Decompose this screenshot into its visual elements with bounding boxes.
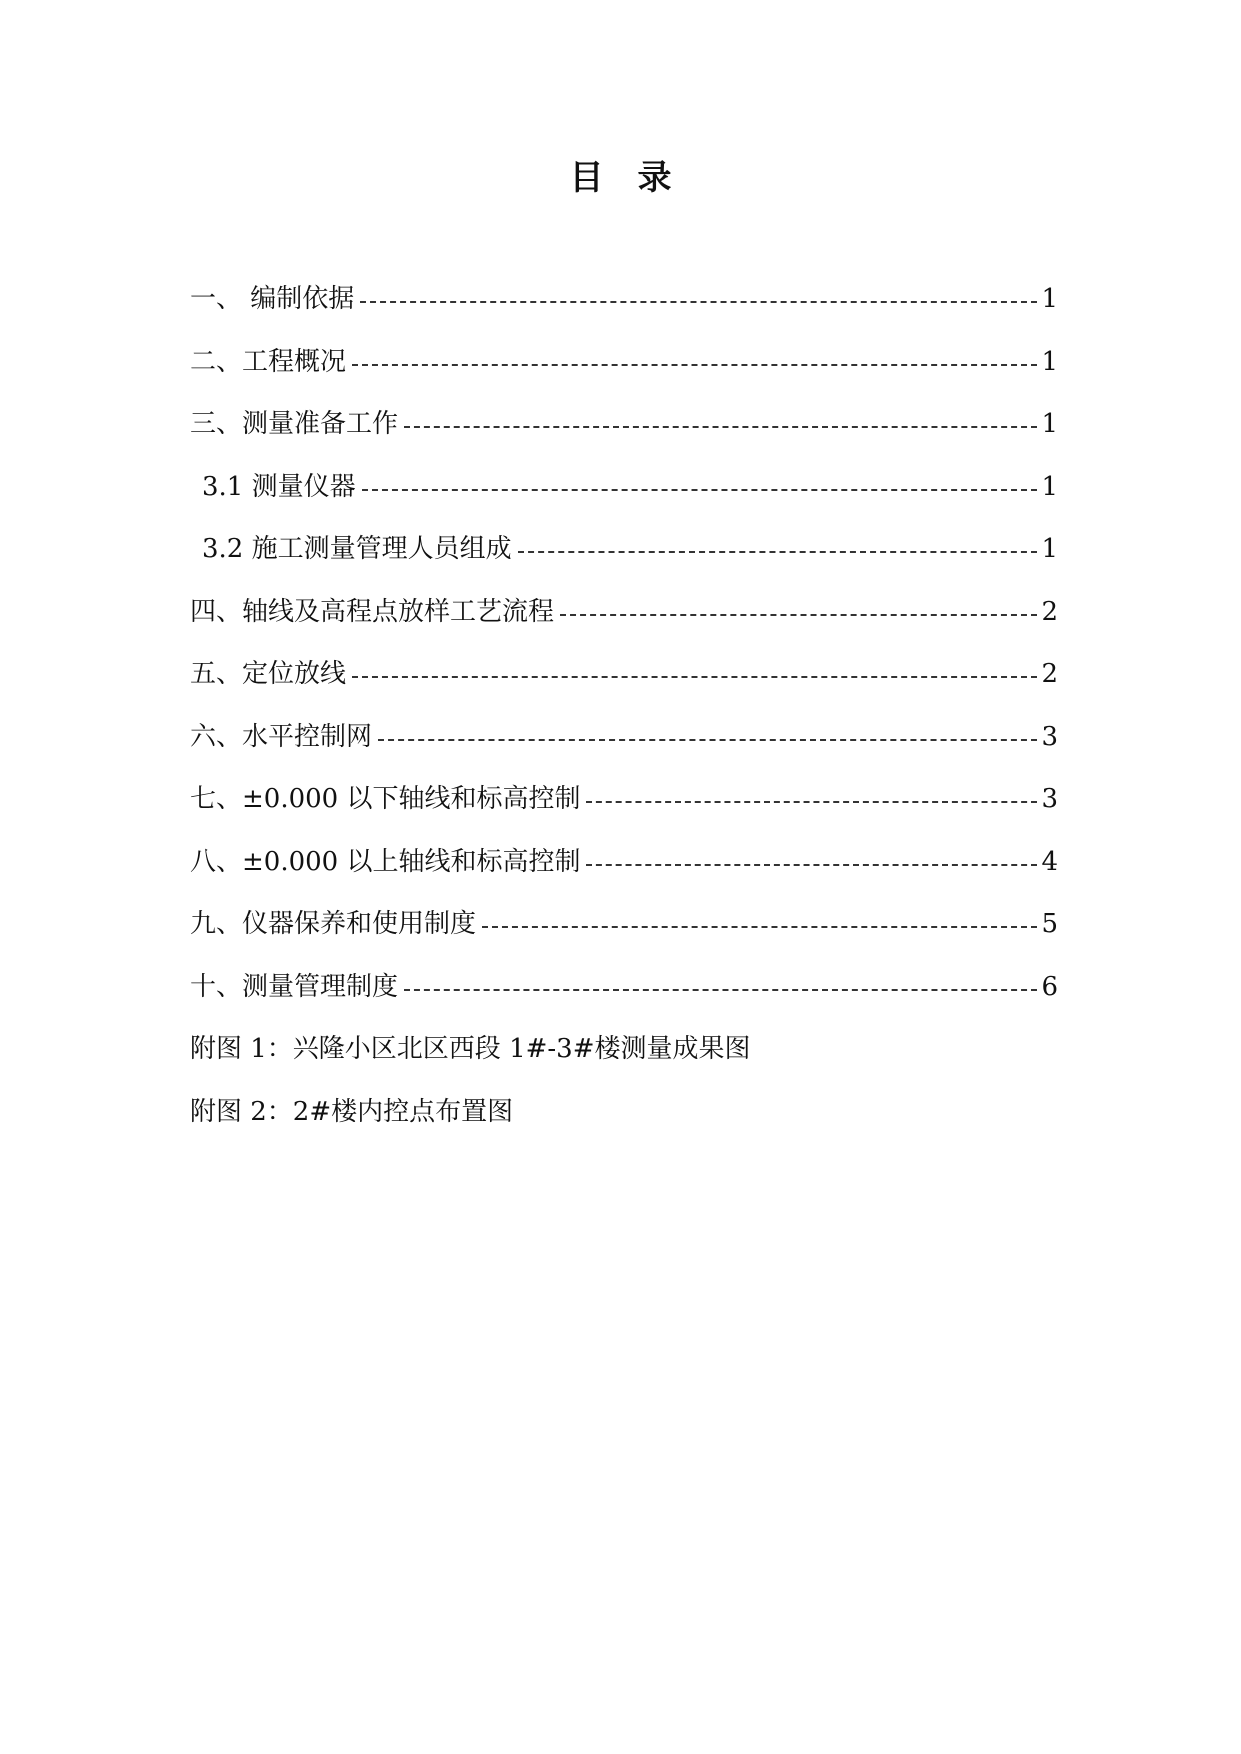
toc-entry (190, 893, 1058, 956)
toc-entry-page: 2 (1041, 596, 1058, 627)
toc-appendix (190, 1018, 1058, 1081)
toc-leader-dashes (586, 862, 1037, 866)
table-of-contents (190, 268, 1058, 1143)
toc-leader-dashes (586, 799, 1037, 803)
toc-entry-label: 七、±0.000 以下轴线和标高控制 (190, 784, 581, 815)
toc-entry (190, 831, 1058, 894)
toc-entry-label: 3.2 施工测量管理人员组成 (202, 534, 512, 565)
toc-leader-dashes (362, 487, 1038, 491)
toc-subentry (190, 518, 1058, 581)
toc-entry-label: 二、工程概况 (190, 346, 347, 377)
toc-entry-label: 六、水平控制网 (190, 721, 373, 752)
toc-leader-dashes (360, 299, 1037, 303)
toc-entry-label: 十、测量管理制度 (190, 971, 399, 1002)
toc-entry-page: 2 (1041, 659, 1058, 690)
toc-entry (190, 393, 1058, 456)
toc-leader-dashes (352, 362, 1037, 366)
toc-entry-page: 1 (1041, 471, 1058, 502)
toc-entry-label: 3.1 测量仪器 (202, 471, 356, 502)
toc-subentry (190, 456, 1058, 519)
toc-entry (190, 643, 1058, 706)
appendix-label: 附图 1：兴隆小区北区西段 1#-3#楼测量成果图 (190, 1034, 751, 1065)
toc-entry-label: 五、定位放线 (190, 659, 347, 690)
toc-entry (190, 956, 1058, 1019)
toc-entry-page: 5 (1041, 909, 1058, 940)
toc-entry-page: 1 (1041, 284, 1058, 315)
toc-leader-dashes (518, 549, 1038, 553)
toc-entry (190, 331, 1058, 394)
toc-entry-page: 1 (1041, 409, 1058, 440)
toc-entry-page: 1 (1041, 534, 1058, 565)
toc-entry (190, 706, 1058, 769)
toc-entry-page: 3 (1041, 784, 1058, 815)
toc-entry-label: 八、±0.000 以上轴线和标高控制 (190, 846, 581, 877)
toc-leader-dashes (378, 737, 1037, 741)
toc-entry-page: 3 (1041, 721, 1058, 752)
toc-entry-page: 6 (1041, 971, 1058, 1002)
toc-entry-label: 四、轴线及高程点放样工艺流程 (190, 596, 555, 627)
toc-leader-dashes (482, 924, 1037, 928)
toc-leader-dashes (352, 674, 1037, 678)
toc-appendix (190, 1081, 1058, 1144)
toc-entry-page: 4 (1041, 846, 1058, 877)
toc-entry-page: 1 (1041, 346, 1058, 377)
toc-entry (190, 768, 1058, 831)
toc-entry (190, 268, 1058, 331)
toc-entry-label: 九、仪器保养和使用制度 (190, 909, 477, 940)
toc-entry-label: 三、测量准备工作 (190, 409, 399, 440)
appendix-label: 附图 2：2#楼内控点布置图 (190, 1096, 514, 1127)
toc-title: 目录 (569, 158, 706, 198)
toc-leader-dashes (404, 424, 1037, 428)
toc-entry (190, 581, 1058, 644)
toc-leader-dashes (560, 612, 1037, 616)
toc-entry-label: 一、 编制依据 (190, 284, 355, 315)
toc-leader-dashes (404, 987, 1037, 991)
